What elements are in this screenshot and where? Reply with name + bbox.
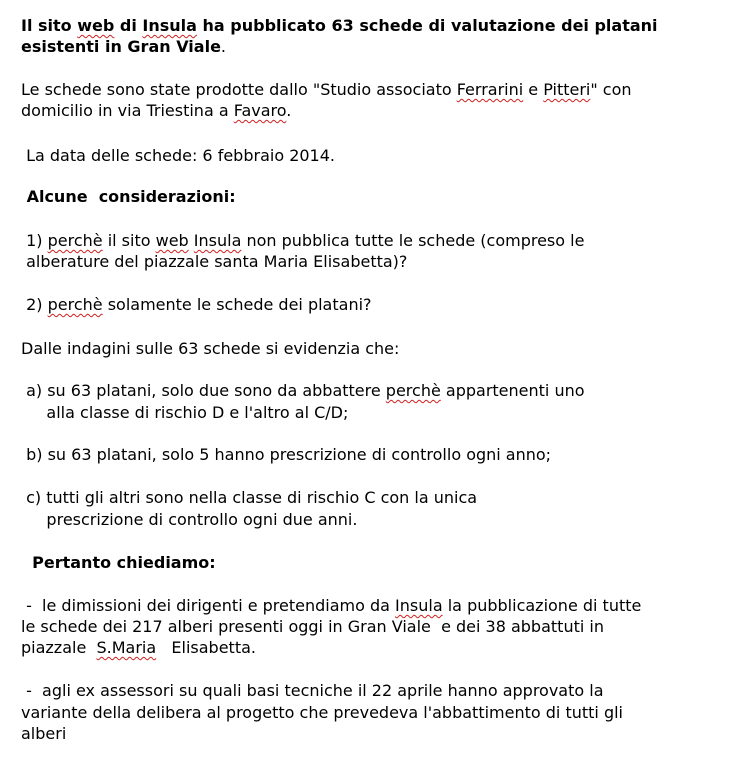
finding-c-line-1: c) tutti gli altri sono nella classe di rischio C con la unica [21,488,478,507]
request-2-line-3: alberi [21,724,67,743]
spellcheck-word: web [77,16,115,35]
body-text: . [286,101,292,120]
title-line-1 [21,15,658,36]
finding-c-line-2: prescrizione di controllo ogni due anni. [21,510,358,529]
spellcheck-word: perchè [47,231,103,250]
spellcheck-word: web [155,231,189,250]
body-text: piazzale [21,638,97,657]
body-text: e [523,80,544,99]
title-text: di [114,16,143,35]
finding-a-line-1 [21,380,585,401]
body-text: Elisabetta. [156,638,256,657]
question-1-line-1 [21,230,584,251]
request-heading: Pertanto chiediamo: [21,553,216,572]
body-text: non pubblica tutte le schede (compreso le [241,231,585,250]
question-1-line-2: alberature del piazzale santa Maria Elisabetta)? [21,252,408,271]
spellcheck-word: Insula [193,231,242,250]
request-1-line-2: le schede dei 217 alberi presenti oggi in Gran Viale e dei 38 abbattuti in [21,617,604,636]
date-line: La data delle schede: 6 febbraio 2014. [21,146,335,165]
body-text: 2) [21,295,48,314]
body-text: appartenenti uno [440,381,585,400]
title-text: ha pubblicato 63 schede di valutazione dei platani [196,16,658,35]
findings-intro: Dalle indagini sulle 63 schede si evidenzia che: [21,339,400,358]
title-text: . [220,37,227,56]
body-text: il sito [102,231,156,250]
question-2-line [21,294,372,315]
request-2-line-1: - agli ex assessori su quali basi tecniche il 22 aprile hanno approvato la [21,681,604,700]
request-1-line-3 [21,637,256,658]
spellcheck-word: perchè [47,295,103,314]
intro-line-2 [21,100,291,121]
body-text: a) su 63 platani, solo due sono da abbattere [21,381,386,400]
body-text: la pubblicazione di tutte [442,596,642,615]
finding-b-line: b) su 63 platani, solo 5 hanno prescrizione di controllo ogni anno; [21,445,552,464]
title-line-2 [21,36,226,57]
spellcheck-word: Insula [395,596,443,615]
intro-line-1 [21,79,632,100]
spellcheck-word: Insula [142,16,197,35]
title-text: esistenti in Gran Viale [21,37,221,56]
body-text: 1) [21,231,48,250]
body-text: - le dimissioni dei dirigenti e pretendiamo da [21,596,396,615]
spellcheck-word: Pitteri [543,80,591,99]
body-text: domicilio in via Triestina a [21,101,234,120]
body-text: Le schede sono state prodotte dallo "Studio associato [21,80,457,99]
spellcheck-word: perchè [385,381,441,400]
spellcheck-word: Ferrarini [456,80,524,99]
spellcheck-word: S.Maria [96,638,157,657]
spellcheck-word: Favaro [233,101,287,120]
body-text: solamente le schede dei platani? [102,295,372,314]
request-2-line-2: variante della delibera al progetto che prevedeva l'abbattimento di tutti gli [21,703,623,722]
title-text: Il sito [21,16,78,35]
body-text: " con [590,80,632,99]
finding-a-line-2: alla classe di rischio D e l'altro al C/D; [21,403,349,422]
considerations-heading: Alcune considerazioni: [21,187,236,206]
request-1-line-1 [21,595,641,616]
